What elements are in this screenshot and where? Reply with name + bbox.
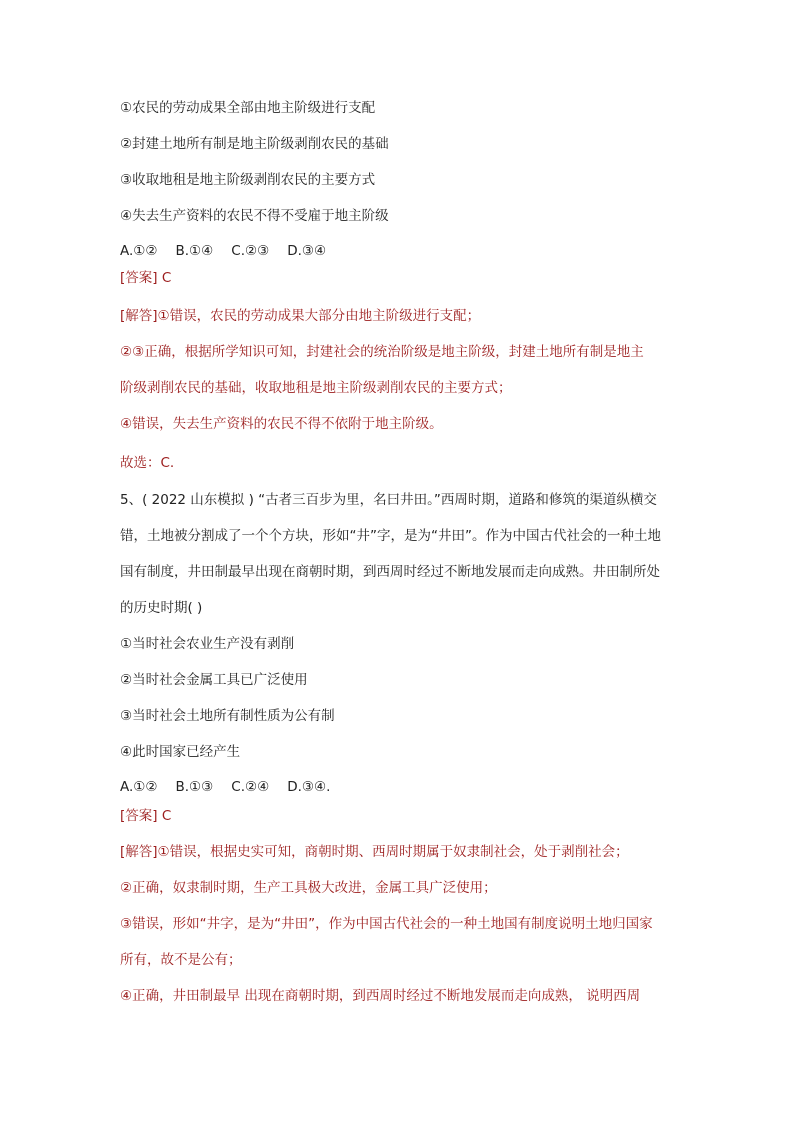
- q5-choice-c: C.②④: [231, 779, 270, 795]
- q4-answer: [答案] C: [120, 270, 172, 286]
- q5-explanation-5: ④正确，井田制最早 出现在商朝时期，到西周时经过不断地发展而走向成熟， 说明西周: [120, 988, 641, 1004]
- q4-option-2: ②封建土地所有制是地主阶级剥削农民的基础: [120, 136, 389, 152]
- q5-explanation-1: [解答]①错误，根据史实可知，商朝时期、西周时期属于奴隶制社会，处于剥削社会；: [120, 844, 629, 860]
- q5-explanation-2: ②正确，奴隶制时期，生产工具极大改进，金属工具广泛使用；: [120, 880, 497, 896]
- q4-explanation-2: ②③正确，根据所学知识可知，封建社会的统治阶级是地主阶级，封建土地所有制是地主: [120, 344, 644, 360]
- q4-option-1: ①农民的劳动成果全部由地主阶级进行支配: [120, 100, 376, 116]
- q5-stem-line-3: 国有制度，井田制最早出现在商朝时期，到西周时经过不断地发展而走向成熟。井田制所处: [120, 564, 660, 580]
- q4-choice-c: C.②③: [231, 243, 270, 259]
- q4-option-4: ④失去生产资料的农民不得不受雇于地主阶级: [120, 208, 389, 224]
- q5-choice-d: D.③④.: [287, 779, 331, 795]
- q5-stem-line-1: 5、( 2022 山东模拟 ) “古者三百步为里，名曰井田。”西周时期，道路和修筑的渠道纵横交: [120, 492, 657, 508]
- q5-choice-b: B.①③: [175, 779, 214, 795]
- q5-stem-line-2: 错，土地被分割成了一个个方块，形如“井”字，是为“井田”。作为中国古代社会的一种土地: [120, 528, 661, 544]
- q5-explanation-3: ③错误，形如“井字，是为“井田”，作为中国古代社会的一种土地国有制度说明土地归国家: [120, 916, 653, 932]
- q5-stem-line-4: 的历史时期( ): [120, 600, 203, 616]
- q5-option-2: ②当时社会金属工具已广泛使用: [120, 672, 308, 688]
- q5-option-1: ①当时社会农业生产没有剥削: [120, 636, 295, 652]
- q4-explanation-3: 阶级剥削农民的基础，收取地租是地主阶级剥削农民的主要方式；: [120, 380, 512, 396]
- q4-choice-b: B.①④: [175, 243, 214, 259]
- q4-choice-a: A.①②: [120, 243, 158, 259]
- q4-explanation-4: ④错误，失去生产资料的农民不得不依附于地主阶级。: [120, 416, 443, 432]
- q4-choice-d: D.③④: [287, 243, 327, 259]
- q5-choice-a: A.①②: [120, 779, 158, 795]
- q4-final-answer: 故选：C.: [120, 455, 175, 471]
- q5-answer: [答案] C: [120, 808, 172, 824]
- q5-option-4: ④此时国家已经产生: [120, 744, 241, 760]
- q4-option-3: ③收取地租是地主阶级剥削农民的主要方式: [120, 172, 376, 188]
- q4-choices: [120, 240, 680, 262]
- q5-explanation-4: 所有，故不是公有；: [120, 952, 242, 968]
- q5-option-3: ③当时社会土地所有制性质为公有制: [120, 708, 335, 724]
- q4-explanation-1: [解答]①错误，农民的劳动成果大部分由地主阶级进行支配；: [120, 308, 481, 324]
- q5-choices: [120, 776, 680, 798]
